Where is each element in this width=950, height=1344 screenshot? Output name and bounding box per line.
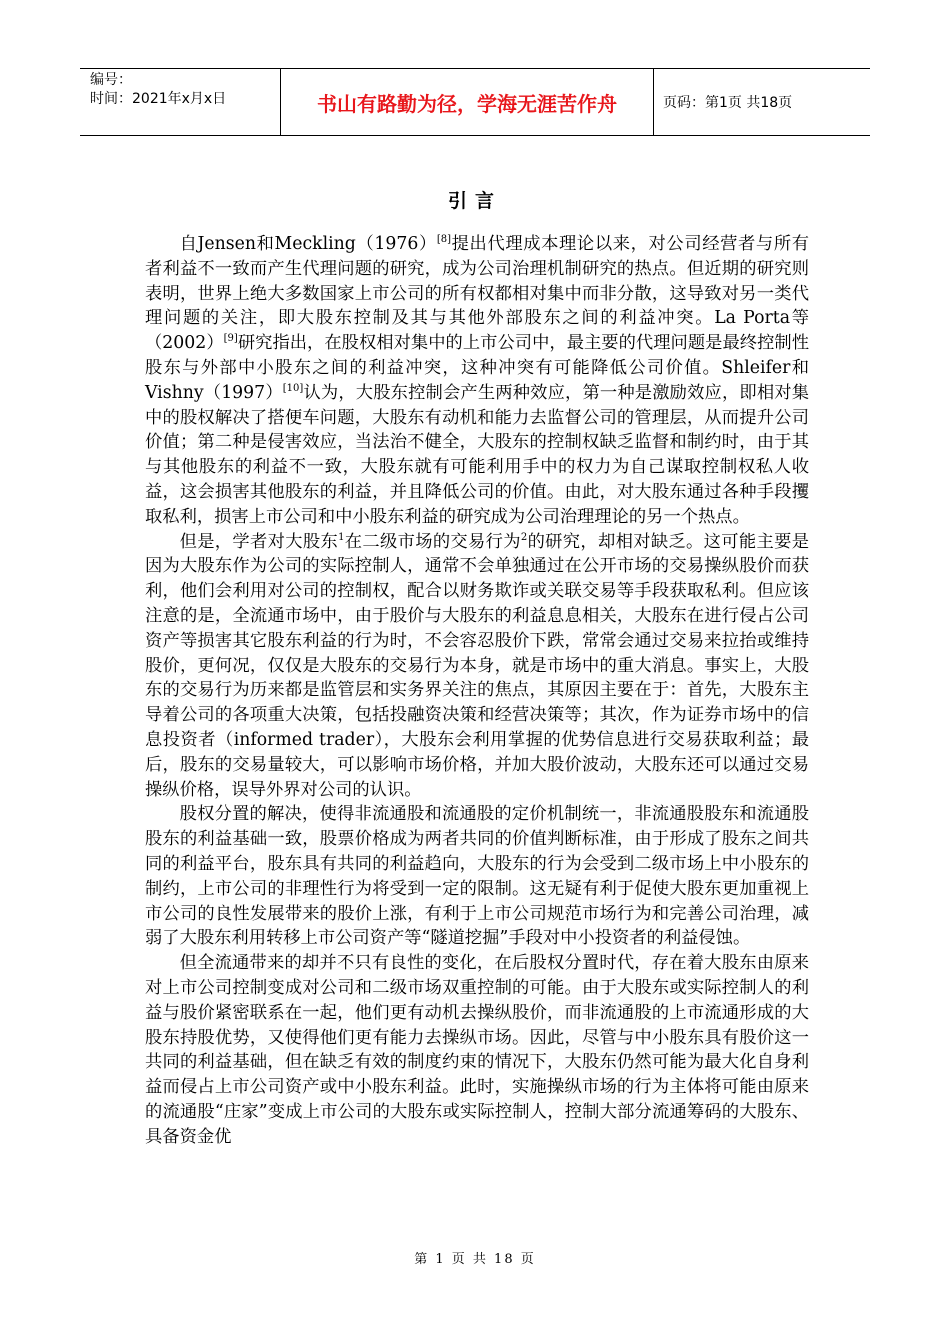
paragraph-1 (145, 232, 809, 530)
citation-marker: [10] (282, 383, 304, 395)
number-label: 编号： (90, 72, 132, 88)
header-meta (80, 69, 281, 135)
citation-marker: 2 (520, 531, 528, 543)
time-label: 时间：2021年x月x日 (90, 91, 227, 107)
header-page-info: 页码：第1页 共18页 (663, 95, 793, 111)
text-run: 提出代理成本理论以来，对公司经营者与所有者利益不一致而产生代理问题的研究，成为公司治理机制研究的热点。但近期的研究则表明，世界上绝大多数国家上市公司的所有权都相对集中而非分散，这导致对另一类代理问题的关注，即大股东控制及其与其他外部股东之间的利益冲突。La Porta等（2002） (145, 234, 809, 354)
text-run: 但是，学者对大股东 (179, 531, 339, 552)
document-title: 引言 (447, 190, 502, 212)
header-table (80, 68, 870, 136)
text-run: 认为，大股东控制会产生两种效应，第一种是激励效应，即相对集中的股权解决了搭便车问题，大股东有动机和能力去监督公司的管理层，从而提升公司价值；第二种是侵害效应，当法治不健全，大股东的控制权缺乏监督和制约时，由于其与其他股东的利益不一致，大股东就有可能利用手中的权力为自己谋取控制权私人收益，这会损害其他股东的利益，并且降低公司的价值。由此，对大股东通过各种手段攫取私利，损害上市公司和中小股东利益的研究成为公司治理理论的另一个热点。 (145, 382, 809, 527)
text-run: 的研究，却相对缺乏。这可能主要是因为大股东作为公司的实际控制人，通常不会单独通过在公开市场的交易操纵股价而获利，他们会利用对公司的控制权，配合以财务欺诈或关联交易等手段获取私利。但应该注意的是，全流通市场中，由于股价与大股东的利益息息相关，大股东在进行侵占公司资产等损害其它股东利益的行为时，不会容忍股价下跌，常常会通过交易来拉抬或维持股价，更何况，仅仅是大股东的交易行为本身，就是市场中的重大消息。事实上，大股东的交易行为历来都是监管层和实务界关注的焦点，其原因主要在于：首先，大股东主导着公司的各项重大决策，包括投融资决策和经营决策等；其次，作为证券市场中的信息投资者（informed trader），大股东会利用掌握的优势信息进行交易获取利益；最后，股东的交易量较大，可以影响市场价格，并加大股价波动，大股东还可以通过交易操纵价格，误导外界对公司的认识。 (145, 531, 809, 800)
text-run: 研究指出，在股权相对集中的上市公司中，最主要的代理问题是最终控制性股东与外部中小股东之间的利益冲突，这种冲突有可能降低公司价值。Shleifer和Vishny（1997） (145, 333, 809, 403)
header-motto: 书山有路勤为径，学海无涯苦作舟 (281, 69, 654, 135)
text-run: 但全流通带来的却并不只有良性的变化，在后股权分置时代，存在着大股东由原来对上市公司控制变成对公司和二级市场双重控制的可能。由于大股东或实际控制人的利益与股价紧密联系在一起，他们更有动机去操纵股价，而非流通股的上市流通形成的大股东持股优势，又使得他们更有能力去操纵市场。因此，尽管与中小股东具有股价这一共同的利益基础，但在缺乏有效的制度约束的情况下，大股东仍然可能为最大化自身利益而侵占上市公司资产或中小股东利益。此时，实施操纵市场的行为主体将可能由原来的流通股“庄家”变成上市公司的大股东或实际控制人，控制大部分流通筹码的大股东、具备资金优 (145, 953, 809, 1147)
paragraph-2 (145, 530, 809, 803)
text-run: 自Jensen和Meckling（1976） (179, 234, 437, 254)
paragraph-3 (145, 802, 809, 951)
citation-marker: [8] (436, 234, 452, 246)
citation-marker: [9] (223, 333, 238, 345)
document-body (145, 232, 809, 1149)
paragraph-4 (145, 951, 809, 1149)
text-run: 在二级市场的交易行为 (344, 531, 521, 552)
page-footer: 第 1 页 共 18 页 (414, 1252, 536, 1267)
text-run: 股权分置的解决，使得非流通股和流通股的定价机制统一，非流通股股东和流通股股东的利益基础一致，股票价格成为两者共同的价值判断标准，由于形成了股东之间共同的利益平台，股东具有共同的利益趋向，大股东的行为会受到二级市场上中小股东的制约，上市公司的非理性行为将受到一定的限制。这无疑有利于促使大股东更加重视上市公司的良性发展带来的股价上涨，有利于上市公司规范市场行为和完善公司治理，减弱了大股东利用转移上市公司资产等“隧道挖掘”手段对中小投资者的利益侵蚀。 (145, 804, 809, 949)
citation-marker: 1 (338, 531, 345, 543)
